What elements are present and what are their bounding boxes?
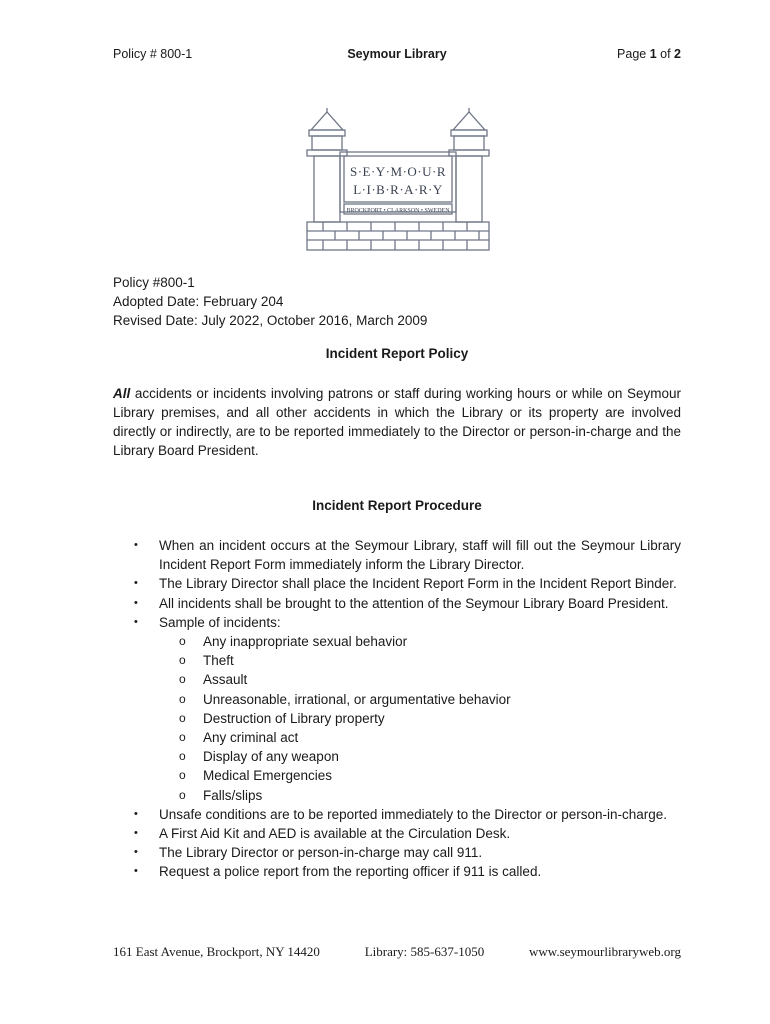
list-item: • A First Aid Kit and AED is available at the Circulation Desk. bbox=[113, 824, 681, 843]
logo-line-seymour: S·E·Y·M·O·U·R bbox=[349, 164, 447, 179]
procedure-title: Incident Report Procedure bbox=[312, 498, 482, 513]
bullet-icon: • bbox=[134, 577, 138, 590]
policy-emphasis: All bbox=[113, 386, 131, 401]
header-policy-number: Policy # 800-1 bbox=[113, 47, 193, 61]
page-footer bbox=[113, 944, 681, 960]
sample-item: o Display of any weapon bbox=[113, 747, 681, 766]
sub-bullet-icon: o bbox=[179, 749, 186, 764]
footer-website: www.seymourlibraryweb.org bbox=[529, 944, 681, 959]
bullet-icon: • bbox=[134, 846, 138, 859]
list-item: • Request a police report from the reporting officer if 911 is called. bbox=[113, 862, 681, 881]
header-library-name: Seymour Library bbox=[347, 47, 447, 61]
sample-item: o Any inappropriate sexual behavior bbox=[113, 632, 681, 651]
bullet-icon: • bbox=[134, 615, 138, 628]
list-item: • The Library Director or person-in-charge may call 911. bbox=[113, 843, 681, 862]
policy-number: Policy #800-1 bbox=[113, 275, 195, 290]
list-item: • All incidents shall be brought to the attention of the Seymour Library Board President. bbox=[113, 594, 681, 613]
sample-item: o Falls/slips bbox=[113, 786, 681, 805]
list-item: • When an incident occurs at the Seymour Library, staff will fill out the Seymour Library Incident Report Form immediately inform the Library Director. bbox=[134, 538, 681, 573]
adopted-date: Adopted Date: February 204 bbox=[113, 294, 284, 309]
sub-bullet-icon: o bbox=[179, 710, 186, 725]
list-item: • Unsafe conditions are to be reported immediately to the Director or person-in-charge. bbox=[113, 805, 681, 824]
policy-meta bbox=[113, 273, 427, 330]
list-item: • Sample of incidents: bbox=[113, 613, 681, 632]
procedure-list bbox=[113, 536, 681, 882]
sample-item: o Unreasonable, irrational, or argumentative behavior bbox=[113, 690, 681, 709]
bullet-icon: • bbox=[134, 827, 138, 840]
logo-tagline: BROCKPORT • CLARKSON • SWEDEN bbox=[346, 208, 450, 214]
bullet-icon: • bbox=[134, 865, 138, 878]
footer-address: 161 East Avenue, Brockport, NY 14420 bbox=[113, 944, 320, 959]
sample-item: o Assault bbox=[113, 670, 681, 689]
sub-bullet-icon: o bbox=[179, 634, 186, 649]
bullet-icon: • bbox=[134, 807, 138, 820]
sub-bullet-icon: o bbox=[179, 672, 186, 687]
seymour-library-logo bbox=[303, 106, 493, 254]
bullet-icon: • bbox=[134, 596, 138, 609]
bullet-icon: • bbox=[134, 539, 138, 551]
sub-bullet-icon: o bbox=[179, 730, 186, 745]
sample-item: o Destruction of Library property bbox=[113, 709, 681, 728]
policy-text: accidents or incidents involving patrons or staff during working hours or while on Seymour Library premises, and all other accidents in which the Library or its property are involved directly or indirectly, are to be reported immediately to the Director or person-in-charge and the Library Board President. bbox=[113, 386, 681, 458]
sub-bullet-icon: o bbox=[179, 787, 186, 802]
sub-bullet-icon: o bbox=[179, 768, 186, 783]
policy-paragraph bbox=[113, 384, 681, 460]
header-page-number: Page 1 of 2 bbox=[617, 47, 681, 61]
sub-bullet-icon: o bbox=[179, 653, 186, 668]
list-item: • The Library Director shall place the Incident Report Form in the Incident Report Binder. bbox=[113, 574, 681, 593]
revised-date: Revised Date: July 2022, October 2016, March 2009 bbox=[113, 313, 428, 328]
page-header bbox=[113, 47, 681, 65]
sub-bullet-icon: o bbox=[179, 691, 186, 706]
footer-phone: Library: 585-637-1050 bbox=[364, 944, 485, 959]
sample-item: o Any criminal act bbox=[113, 728, 681, 747]
sample-item: o Theft bbox=[113, 651, 681, 670]
logo-line-library: L·I·B·R·A·R·Y bbox=[353, 182, 443, 197]
policy-title: Incident Report Policy bbox=[325, 346, 469, 361]
sample-item: o Medical Emergencies bbox=[113, 766, 681, 785]
